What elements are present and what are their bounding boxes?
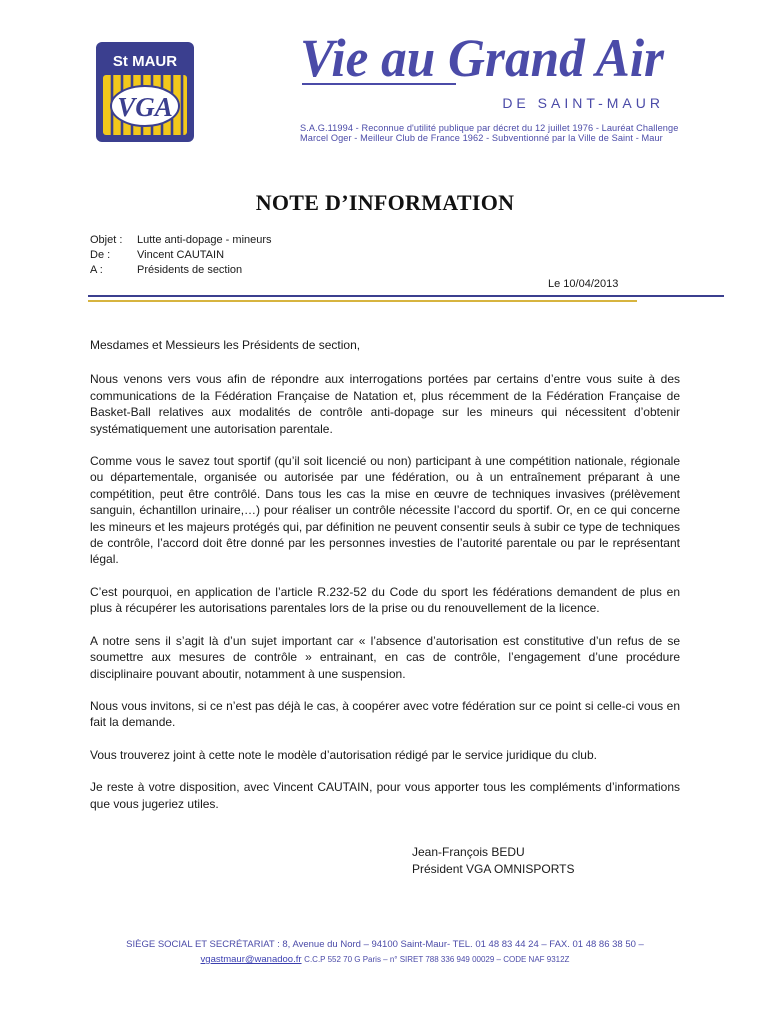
document-title: NOTE D’INFORMATION: [255, 190, 515, 215]
header-rule-gold: [88, 300, 637, 302]
paragraph-4: A notre sens il s’agit là d’un sujet important car « l’absence d’autorisation est constitutive d’un refus de se soumettre aux mesures de contrôle » entrainant, en cas de contrôle, l’engagement d’une procédure disciplinaire pouvant aboutir, notamment à une suspension.: [90, 633, 680, 681]
greeting: Mesdames et Messieurs les Présidents de section,: [90, 338, 361, 352]
badge-center-text: VGA: [117, 92, 173, 122]
paragraph-1: Nous venons vers vous afin de répondre aux interrogations portées par certains d’entre vous suite à des communications de la Fédération Française de Natation et, plus récemment de la Fédération Française de Basket-Ball relatives aux modalités de contrôle anti-dopage sur les mineurs qui nécessitent d’obtenir systématiquement une autorisation parentale.: [90, 372, 680, 436]
paragraph-5: Nous vous invitons, si ce n’est pas déjà le cas, à coopérer avec votre fédération sur ce point si celle-ci vous en fait la demande.: [90, 698, 680, 730]
wordmark-main-text: Vie au Grand Air: [300, 28, 665, 88]
document-date: Le 10/04/2013: [548, 278, 619, 290]
vie-au-grand-air-wordmark: [296, 20, 668, 116]
paragraph-6: Vous trouverez joint à cette note le modèle d’autorisation rédigé par le service juridique du club.: [90, 747, 597, 762]
signature-role: Président VGA OMNISPORTS: [412, 861, 575, 876]
tagline-line-1: S.A.G.11994 - Reconnue d'utilité publique par décret du 12 juillet 1976 - Lauréat Challenge: [300, 123, 679, 133]
meta-label-object: Objet :: [90, 234, 123, 246]
footer-address-line: SIÈGE SOCIAL ET SECRÉTARIAT : 8, Avenue du Nord – 94100 Saint-Maur- TEL. 01 48 83 44 24 – FAX. 01 48 86 38 50 –: [126, 939, 644, 950]
signature-block: [412, 844, 575, 877]
wordmark-sub-text: DE SAINT-MAUR: [502, 95, 664, 111]
meta-value-to: Présidents de section: [137, 264, 243, 276]
paragraph-7: Je reste à votre disposition, avec Vincent CAUTAIN, pour vous apporter tous les compléments d’informations que vous jugeriez utiles.: [90, 780, 680, 811]
letter-body: [90, 337, 680, 828]
footer-email-link[interactable]: vgastmaur@wanadoo.fr: [200, 954, 302, 965]
signature-name: Jean-François BEDU: [412, 845, 525, 859]
meta-value-from: Vincent CAUTAIN: [137, 249, 225, 261]
paragraph-3: C’est pourquoi, en application de l’article R.232-52 du Code du sport les fédérations demandent de plus en plus à récupérer les autorisations parentales lors de la prise ou du renouvellement de la licence.: [90, 584, 680, 616]
meta-label-from: De :: [90, 249, 111, 261]
meta-label-to: A :: [90, 264, 103, 276]
paragraph-2: Comme vous le savez tout sportif (qu’il soit licencié ou non) participant à une compétition nationale, régionale ou départementale, organisée ou autorisée par une fédération, ou à un entraînement préparant à une compétition, peut être contrôlé. Dans tous les cas la mise en œuvre de techniques invasives (prélèvement sanguin, échantillon urinaire,…) pour réaliser un contrôle nécessite l’accord du sportif. Or, en ce qui concerne les mineurs et les majeurs protégés qui, par définition ne peuvent consentir seuls à subir ce type de techniques de contrôle, l’accord doit être donné par les personnes investies de l’autorité parentale ou par le représentant légal.: [90, 454, 680, 567]
tagline-line-2: Marcel Oger - Meilleur Club de France 1962 - Subventionné par la Ville de Saint - Maur: [300, 133, 663, 143]
footer-registration-text: C.C.P 552 70 G Paris – n° SIRET 788 336 949 00029 – CODE NAF 9312Z: [304, 955, 570, 964]
badge-top-text: St MAUR: [112, 53, 178, 70]
header-rule-blue: [88, 295, 724, 297]
vga-badge-logo: [96, 42, 194, 142]
meta-value-object: Lutte anti-dopage - mineurs: [137, 234, 272, 246]
footer-registration-line: [0, 954, 770, 965]
